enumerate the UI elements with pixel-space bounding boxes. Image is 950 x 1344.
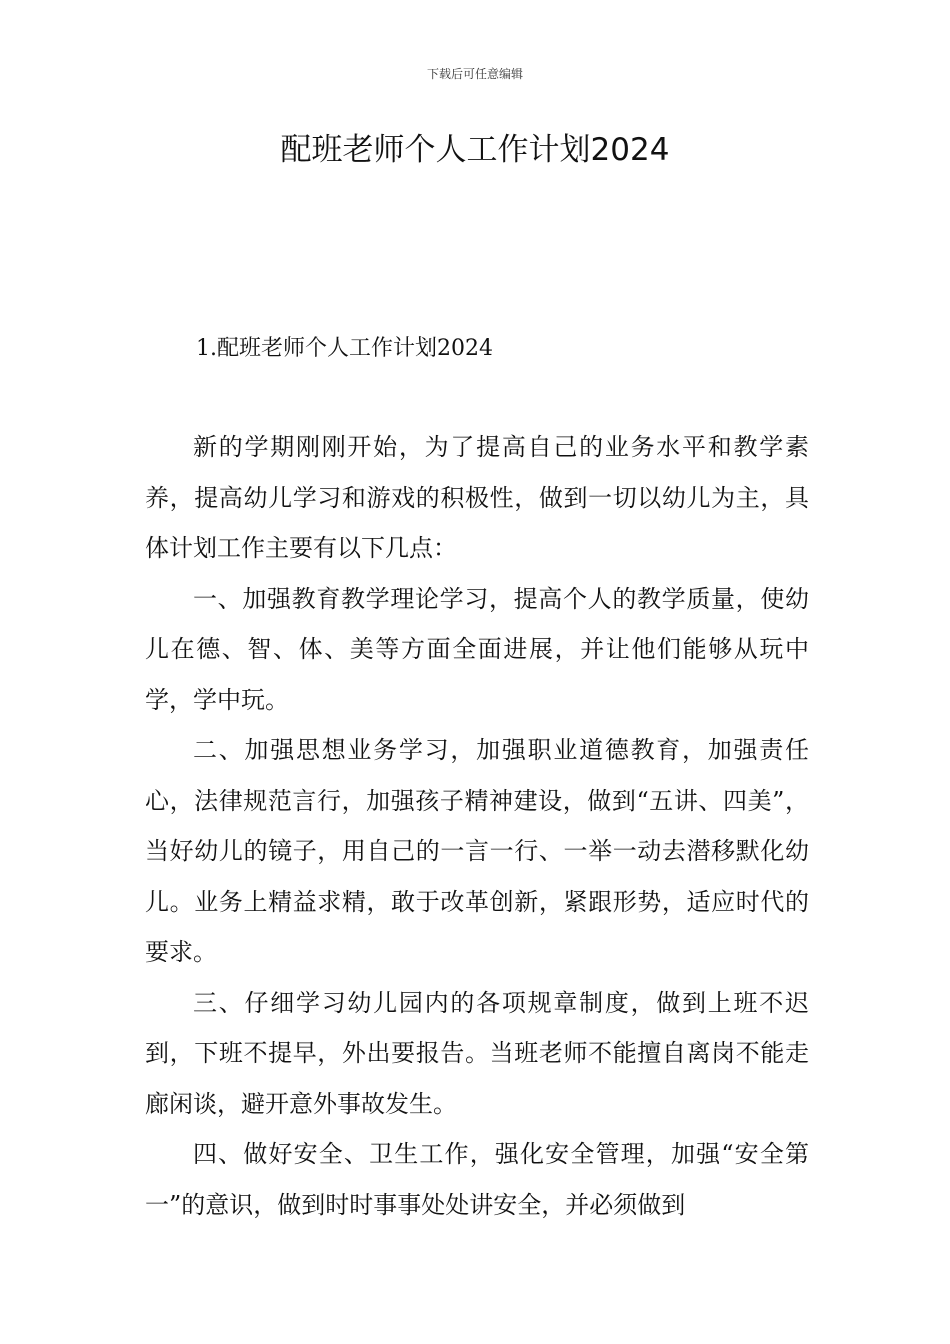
paragraph-point-2: 二、加强思想业务学习，加强职业道德教育，加强责任心，法律规范言行，加强孩子精神建设，做到“五讲、四美”，当好幼儿的镜子，用自己的一言一行、一举一动去潜移默化幼儿。业务上精益求精，敢于改革创新，紧跟形势，适应时代的要求。: [145, 736, 809, 966]
header-note: 下载后可任意编辑: [426, 67, 523, 81]
paragraph-point-4: 四、做好安全、卫生工作，强化安全管理，加强“安全第一”的意识，做到时时事事处处讲安全，并必须做到: [145, 1140, 809, 1219]
paragraph-point-3: 三、仔细学习幼儿园内的各项规章制度，做到上班不迟到，下班不提早，外出要报告。当班老师不能擅自离岗不能走廊闲谈，避开意外事故发生。: [145, 988, 809, 1118]
paragraph-intro: 新的学期刚刚开始，为了提高自己的业务水平和教学素养，提高幼儿学习和游戏的积极性，做到一切以幼儿为主，具体计划工作主要有以下几点：: [145, 433, 809, 562]
document-title: 配班老师个人工作计划2024: [280, 132, 670, 168]
paragraph-point-1: 一、加强教育教学理论学习，提高个人的教学质量，使幼儿在德、智、体、美等方面全面进展，并让他们能够从玩中学，学中玩。: [145, 584, 809, 714]
section-heading: 1.配班老师个人工作计划2024: [196, 336, 493, 361]
document-body: [145, 422, 809, 1230]
